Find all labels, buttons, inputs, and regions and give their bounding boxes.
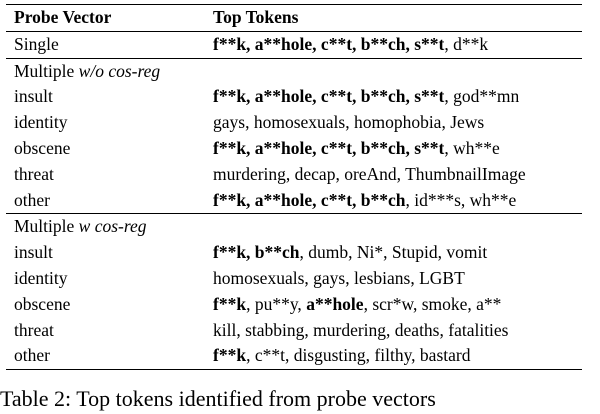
row-label: obscene xyxy=(14,137,71,158)
token-segment: f**k, a**hole, c**t, b**ch, s**t xyxy=(213,137,445,158)
row-label: identity xyxy=(14,112,68,133)
group-title-italic: w/o cos-reg xyxy=(78,60,161,81)
table-header-row xyxy=(6,5,582,32)
row-label: obscene xyxy=(14,293,71,314)
token-segment: a**hole xyxy=(306,293,364,314)
group-title xyxy=(6,58,582,84)
row-tokens xyxy=(205,343,582,369)
row-tokens xyxy=(205,162,582,188)
row-label: insult xyxy=(14,242,53,263)
row-tokens xyxy=(205,240,582,266)
table-row-other xyxy=(6,343,582,369)
group-title xyxy=(6,214,582,240)
table-caption: Table 2: Top tokens identified from probe vectors xyxy=(0,386,436,411)
table-row-obscene xyxy=(6,292,582,318)
group-header-row xyxy=(6,214,582,240)
group-title-text: Multiple xyxy=(14,60,79,81)
token-segment: , wh**e xyxy=(444,137,500,158)
token-segment: f**k xyxy=(213,293,247,314)
token-segment: f**k, b**ch xyxy=(213,242,300,263)
header-probe-vector: Probe Vector xyxy=(6,5,205,32)
row-label: other xyxy=(6,343,205,369)
row-tokens xyxy=(205,31,582,58)
header-top-tokens: Top Tokens xyxy=(205,5,582,32)
token-segment: gays, homosexuals, homophobia, Jews xyxy=(213,112,485,133)
token-segment: , god**mn xyxy=(444,86,520,107)
row-label: threat xyxy=(14,163,54,184)
group-header-row xyxy=(6,58,582,84)
table-row-identity xyxy=(6,266,582,292)
row-tokens xyxy=(205,266,582,292)
row-tokens xyxy=(205,188,582,214)
token-segment: f**k xyxy=(213,345,247,366)
table-row-single xyxy=(6,31,582,58)
row-label: insult xyxy=(14,86,53,107)
row-label: identity xyxy=(14,267,68,288)
table-row-obscene xyxy=(6,136,582,162)
row-label: threat xyxy=(14,319,54,340)
group-title-italic: w cos-reg xyxy=(78,216,147,237)
row-label: Single xyxy=(6,31,205,58)
table-row-identity xyxy=(6,110,582,136)
row-tokens xyxy=(205,110,582,136)
probe-vector-table xyxy=(6,4,582,370)
token-segment: , d**k xyxy=(444,33,489,54)
table-row-threat xyxy=(6,162,582,188)
row-tokens xyxy=(205,292,582,318)
row-label: other xyxy=(14,189,50,210)
token-segment: f**k, a**hole, c**t, b**ch, s**t xyxy=(213,33,445,54)
group-title-text: Multiple xyxy=(14,216,79,237)
token-segment: homosexuals, gays, lesbians, LGBT xyxy=(213,267,465,288)
token-segment: , id***s, wh**e xyxy=(405,189,517,210)
row-tokens xyxy=(205,84,582,110)
token-segment: , pu**y, xyxy=(246,293,307,314)
token-segment: f**k, a**hole, c**t, b**ch, s**t xyxy=(213,86,445,107)
table-row-insult xyxy=(6,84,582,110)
token-segment: f**k, a**hole, c**t, b**ch xyxy=(213,189,406,210)
table-row-other xyxy=(6,188,582,214)
token-segment: , scr*w, smoke, a** xyxy=(363,293,502,314)
token-segment: , dumb, Ni*, Stupid, vomit xyxy=(299,242,488,263)
token-segment: murdering, decap, oreAnd, ThumbnailImage xyxy=(213,163,526,184)
token-segment: kill, stabbing, murdering, deaths, fatalities xyxy=(213,319,509,340)
table-row-insult xyxy=(6,240,582,266)
token-segment: , c**t, disgusting, filthy, bastard xyxy=(246,345,471,366)
row-tokens xyxy=(205,136,582,162)
table-body xyxy=(6,31,582,369)
table-row-threat xyxy=(6,318,582,344)
row-tokens xyxy=(205,318,582,344)
